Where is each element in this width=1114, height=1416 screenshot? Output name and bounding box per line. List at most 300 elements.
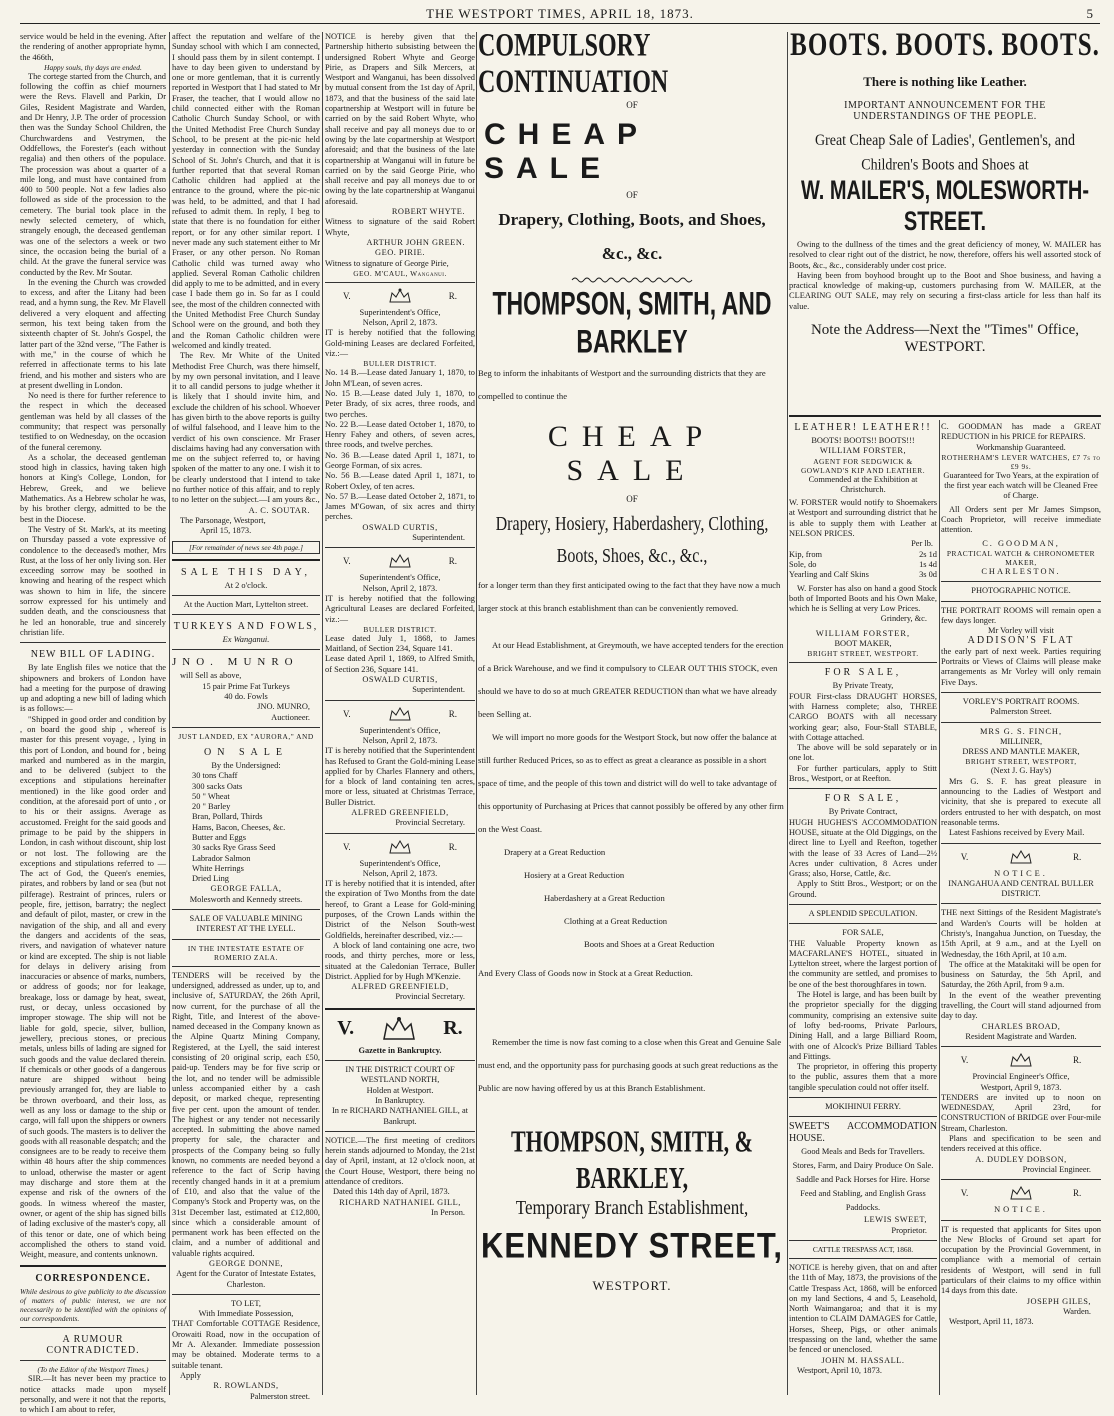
- signature-role: Proprietor.: [891, 1225, 927, 1235]
- crest-letter-r: R.: [443, 1017, 463, 1040]
- price-row: [789, 570, 937, 580]
- royal-crest: [325, 838, 475, 856]
- article-text: As a scholar, the deceased gentleman stood high in classics, having taken high honors at King's College, London, for Hebrew, Greek, and we believe Mathematics. As a Hebrew scholar he was, by his brother clergy, admitted to be the best in the Diocese.: [20, 452, 166, 524]
- ad-address: KENNEDY STREET,: [480, 1225, 784, 1266]
- royal-crest: [325, 1015, 475, 1043]
- column-rule: [939, 420, 940, 1395]
- ad-subheadline: Drapery, Hosiery, Haberdashery, Clothing,: [495, 513, 769, 535]
- divider: [20, 642, 166, 643]
- notice-text: A block of land containing one acre, two roods, and thirty perches, more or less, situated at the Caledonian Terrace, Buller District. Applied for by Hugh M'Kenzie.: [325, 940, 475, 981]
- notice-text: Witness to signature of the said Robert Whyte,: [325, 217, 475, 237]
- ad-text: At the Auction Mart, Lyttelton street.: [183, 599, 309, 609]
- goods-item: Bran, Pollard, Thirds: [192, 812, 263, 822]
- royal-crest: [941, 1184, 1101, 1202]
- price-label: Yearling and Calf Skins: [789, 570, 869, 580]
- crest-letter-r: R.: [1073, 1055, 1082, 1066]
- crest-letter-v: V.: [337, 1017, 355, 1040]
- ad-name: WILLIAM FORSTER,: [819, 446, 907, 456]
- ad-text: (Next J. G. Hay's): [990, 766, 1052, 776]
- notice-office: Superintendent's Office,: [359, 573, 441, 583]
- price-row: [789, 550, 937, 560]
- notice-office: Superintendent's Office,: [359, 307, 441, 317]
- signature: JOHN M. HASSALL.: [821, 1355, 905, 1365]
- goods-item: 30 tons Chaff: [192, 771, 238, 781]
- notice-box: [172, 541, 320, 554]
- royal-crest: [325, 552, 475, 570]
- crest-letter-v: V.: [343, 290, 351, 301]
- masthead-title: THE WESTPORT TIMES, APRIL 18, 1873.: [426, 5, 694, 21]
- ad-text: Palmerston Street.: [990, 707, 1052, 717]
- divider: [172, 649, 320, 650]
- divider: [172, 727, 320, 728]
- ad-text: Remember the time is now fast coming to a close when this Great and Genuine Sale must end, and the opportunity pass for purchasing goods at such great reductions as the Public are now having offered by us at this Branch Establishment.: [478, 1037, 782, 1093]
- ad-text: We will import no more goods for the Westport Stock, but now offer the balance at still further Reduced Prices, so as to effect as great a clearance as possible in a short space of time, and the people of this town and district will do well to take advantage of this opportunity of Purchasing at Prices that cannot possibly be offered by any other firm on the West Coast.: [478, 732, 784, 834]
- goods-item: Hams, Bacon, Cheeses, &c.: [192, 822, 286, 832]
- notice-text: NOTICE is hereby given that the Partnership hitherto subsisting between the undersigned Robert Whyte and George Pirie, as Drapers and Silk Mercers, at Westport and Wanganui, has been dissolved by mutual consent from the 1st day of April, 1873, and that the business of the said late copartnership at Westport will in future be carried on by the said Robert Whyte, who shall receive and pay all moneys due to or owing by the late copartnership at Westport aforesaid; and that the business of the late copartnership at Wanganui will in future be carried on by the said George Pirie, who shall receive and pay all moneys due to or owing by the late copartnership at Wanganui aforesaid.: [325, 32, 475, 206]
- divider: [172, 614, 320, 615]
- notice-date: Westport, April 9, 1873.: [980, 1082, 1062, 1092]
- signature: GEORGE DONNE,: [209, 1258, 283, 1268]
- crest-letter-v: V.: [343, 556, 351, 567]
- notice-office: Superintendent's Office,: [359, 858, 441, 868]
- ad-text: THE PORTRAIT ROOMS will remain open a few days longer.: [941, 605, 1101, 625]
- ad-heading: SWEET'S ACCOMMODATION HOUSE.: [789, 1121, 937, 1145]
- divider: [789, 1258, 937, 1259]
- signature: ARTHUR JOHN GREEN.: [366, 237, 465, 247]
- lease-item: No. 36 B.—Lease dated April 1, 1871, to George Forman, of six acres.: [325, 450, 475, 470]
- ad-heading: ON SALE: [204, 746, 288, 758]
- ad-headline: CHEAP SALE: [484, 118, 650, 185]
- ad-subheadline: Drapery, Clothing, Boots, and Shoes,: [498, 210, 766, 229]
- ad-text: BRIGHT STREET, WESTPORT.: [807, 649, 919, 659]
- crown-crest-icon: [387, 705, 413, 723]
- royal-crest: [941, 1051, 1101, 1069]
- article-text: The Vestry of St. Mark's, at its meeting on Thursday passed a vote expressive of condolence to the deceased's mother, Mrs Rust, at the loss of her only living son. Her exceeding sorrow may be soothed in knowing and hearing of the respect which was shown to him in life, the sincere sorrow expressed for his untimely and sudden death, and the consciousness that he led an honorable, true and sincerely christian life.: [20, 524, 166, 637]
- masthead: [20, 4, 1100, 24]
- column-3: [325, 32, 475, 1395]
- price-unit: Per lb.: [911, 539, 933, 549]
- divider: [941, 692, 1101, 693]
- notice-date: Dated this 14th day of April, 1873.: [333, 1187, 450, 1197]
- divider: [789, 1097, 937, 1098]
- ad-headline: COMPULSORY CONTINUATION: [478, 28, 669, 101]
- reduction-line: Clothing at a Great Reduction: [564, 916, 668, 926]
- ad-text: THAT Comfortable COTTAGE Residence, Orowaiti Road, now in the occupation of Mr A. Alexander. Immediate possession may be obtained. Moderate terms to a suitable tenant.: [172, 1319, 320, 1370]
- signature: GEO. PIRIE.: [375, 248, 425, 258]
- divider: [325, 1060, 475, 1061]
- price-label: Sole, do: [789, 559, 817, 569]
- firm-name: THOMPSON, SMITH, & BARKLEY,: [510, 1123, 753, 1195]
- signature-role: In Person.: [431, 1207, 465, 1217]
- column-5: [789, 422, 937, 1395]
- crest-letter-r: R.: [1073, 851, 1082, 862]
- notice-text: IT is hereby notified that it is intended, after the expiration of Two Months from the date hereof, to Grant a Lease for Gold-mining purposes, of the Crown Lands within the District of the Nelson South-west Goldfields, hereinafter described, viz.:—: [325, 879, 475, 940]
- ad-text: IN THE INTESTATE ESTATE OF ROMERIO ZALA.: [187, 943, 305, 962]
- lease-item: Lease dated April 1, 1869, to Alfred Smith, of Section 236, Square 141.: [325, 654, 475, 674]
- ad-heading: TO LET,: [231, 1298, 261, 1308]
- divider: [789, 662, 937, 663]
- notice-date: Nelson, April 2, 1873.: [362, 735, 438, 745]
- signature-role: Provincial Engineer.: [1022, 1164, 1091, 1174]
- divider: [789, 1240, 937, 1241]
- crown-crest-icon: [387, 287, 413, 305]
- crest-letter-v: V.: [343, 841, 351, 852]
- goods-item: Labrador Salmon: [192, 853, 251, 863]
- ad-text: TENDERS will be received by the undersigned, addressed as under, up to, and inclusive of, SATURDAY, the 26th April, now current, for the purchase of all the Right, Title, and Interest of the above-named deceased in the Company known as the Alpine Quartz Mining Company, Registered, at the Lyell, the said interest consisting of 20 original scrip, each £50, paid-up. Tenders may be for five scrip or the lot, and no tender will be admissible unless accompanied either by a cash deposit, or marked cheque, representing five per cent. upon the amount of tender. The highest or any tender not necessarily accepted. In submitting the above named property for sale, the character and prospects of the Company being so fully known, no comments are needed beyond a reference to the fact of Scrip having recently changed hands in it at a premium of £10, and also that the value of the Company's Stock and Property was, on the 31st December last, estimated at £12,800, since which a considerable amount of permanent work has been effected on the claim, and a number of additional and valuable rights acquired.: [172, 970, 320, 1258]
- crest-letter-r: R.: [448, 841, 457, 852]
- ad-text: BOOTS! BOOTS!! BOOTS!!!: [811, 436, 915, 445]
- signature-address: Palmerston street.: [249, 1391, 310, 1401]
- crown-crest-icon: [379, 1015, 419, 1043]
- divider: [941, 1220, 1101, 1221]
- ad-text: The Hotel is large, and has been built by the proprietor specially for the digging community, comprising an extensive suite of lofty bed-rooms, Private Parlours, Dining Hall, and a large Billiard Room, with one of Alcock's Prize Billiard Tables and Fittings.: [789, 990, 937, 1061]
- price-row: [789, 560, 937, 570]
- notice-date: Nelson, April 2, 1873.: [362, 583, 438, 593]
- ad-text: Owing to the dullness of the times and the great deficiency of money, W. MAILER has resolved to clear right out of the district, he now, therefore, offers his well assorted stock of Boots, &c., &c., considerably under cost price.: [789, 240, 1101, 270]
- ad-text: IMPORTANT ANNOUNCEMENT FOR THE UNDERSTANDINGS OF THE PEOPLE.: [844, 100, 1046, 122]
- ad-heading: SALE OF VALUABLE MINING INTEREST AT THE LYELL.: [189, 914, 303, 934]
- ad-text: ROTHERHAM'S LEVER WATCHES, £7 7s to £9 9s.: [941, 452, 1101, 471]
- ad-heading: MRS G. S. FINCH,: [979, 726, 1063, 736]
- divider: [325, 1008, 475, 1010]
- divider: [941, 581, 1101, 582]
- ad-text: With Immediate Possession,: [198, 1309, 294, 1319]
- ad-text: At our Head Establishment, at Greymouth, we have accepted tenders for the erection of a Brick Warehouse, and we find it compulsory to CLEAR OUT THIS STOCK, even should we have to do so at much GREATER REDUCTION than what we have already been Selling at.: [478, 640, 784, 719]
- notice-text: IT is hereby notified that the following Agricultural Leases are declared Forfeited, viz.:—: [325, 593, 475, 624]
- ad-text: Mrs G. S. F. has great pleasure in announcing to the Ladies of Westport and vicinity, that she is prepared to execute all orders entrusted to her with despatch, on most reasonable terms.: [941, 776, 1101, 827]
- ad-headline: CHEAP SALE: [547, 420, 717, 487]
- court-text: In Bankruptcy.: [375, 1095, 425, 1105]
- crest-letter-v: V.: [343, 708, 351, 719]
- notice-text: THE next Sittings of the Resident Magistrate's and Warden's Courts will be holden at Christy's, Inangahua Junction, on Tuesday, the 15th April, at 9 a.m., and at the Lyell on Wednesday, the 16th April, at 10 a.m.: [941, 908, 1101, 959]
- divider: [20, 1265, 166, 1267]
- ad-text: By Private Contract,: [828, 807, 898, 817]
- divider: [789, 904, 937, 905]
- signature: OSWALD CURTIS,: [362, 675, 438, 685]
- signature: JNO. MUNRO,: [257, 702, 310, 712]
- article-text: The cortege started from the Church, and following the coffin as chief mourners were the Revs. Flavell and Parkin, Dr Giles, Resident Magistrate and Warden, and Dr Henry, J.P. The order of procession then was the Sunday School Children, the Churchwardens and Vestrymen, the Oddfellows, the Forester's (each without regalia) and then others of the populace. The procession was about a quarter of a mile long, and must have contained from 400 to 500 people. Not a few ladies also followed as side of the procession to the cemetery. The burial took place in the newly selected cemetery, of which, strangely enough, the deceased gentleman was one of the selectors a week or two since, the occasion being the burial of a child. At the grave the funeral service was conducted by the Rev. Mr Soutar.: [20, 71, 166, 277]
- notice-office: Provincial Engineer's Office,: [972, 1072, 1070, 1082]
- goods-item: 50 " Wheat: [192, 791, 230, 801]
- ad-heading: FOR SALE,: [824, 667, 902, 679]
- divider: [941, 722, 1101, 723]
- divider: [789, 1116, 937, 1117]
- divider: [325, 833, 475, 834]
- ad-subheadline: Temporary Branch Establishment,: [515, 1196, 749, 1219]
- remainder-note: [For remainder of news see 4th page.]: [188, 542, 304, 552]
- lease-item: No. 22 B.—Lease dated October 1, 1870, to Henry Fahey and others, of seven acres, three roods, and twelve perches.: [325, 419, 475, 450]
- divider: [325, 1131, 475, 1132]
- ad-heading: NOTICE.: [994, 868, 1048, 878]
- ad-subheadline: Great Cheap Sale of Ladies', Gentlemen's, and Children's Boots and Shoes at: [814, 133, 1076, 174]
- reduction-line: Haberdashery at a Great Reduction: [544, 893, 665, 903]
- hymn-line: Happy souls, thy days are ended.: [44, 62, 142, 72]
- signature-date: April 15, 1873.: [200, 526, 252, 536]
- ad-address: Note the Address—Next the "Times" Office, WESTPORT.: [810, 322, 1080, 356]
- divider: [20, 1360, 166, 1361]
- price-label: Kip, from: [789, 549, 823, 559]
- reduction-line: Boots and Shoes at a Great Reduction: [584, 939, 715, 949]
- section-heading: CORRESPONDENCE.: [35, 1273, 151, 1285]
- notice-text: Plans and specification to be seen and tenders received at this office.: [941, 1134, 1101, 1154]
- divider: [172, 595, 320, 596]
- signature-role: Provincial Secretary.: [395, 992, 465, 1002]
- article-text: In the evening the Church was crowded to excess, and after the Litany had been read, and a hymn sung, the Rev. Mr Flavell delivered a very eloquent and affecting sermon, his text being taken from the sixteenth chapter of St. John's Gospel, the latter part of the 32nd verse, "The Father is with me," in the course of which he referred in affectionate terms to his late friend, and his mother and sisters who are at present dwelling in London.: [20, 277, 166, 390]
- signature-place: The Parsonage, Westport,: [180, 515, 266, 525]
- ad-text: By the Undersigned:: [211, 760, 281, 770]
- ad-heading: MOKIHINUI FERRY.: [825, 1102, 901, 1112]
- signature: LEWIS SWEET,: [863, 1215, 927, 1225]
- ad-text: will Sell as above,: [180, 671, 242, 681]
- ad-subheadline: Boots, Shoes, &c., &c.,: [556, 545, 708, 567]
- column-4-advert: [478, 28, 786, 1395]
- goods-list: [172, 771, 320, 884]
- article-text: affect the reputation and welfare of the Sunday school with which I am connected, I should pass them by in silent contempt. I have to day been given to understand by one or more gentleman, that it is currently reported in Westport that I had stated to Mr Fraser, the teacher, that I would allow no child connected either with the Roman Catholic Church Sunday School, or with the United Methodist Free Church Sunday School, to be present at the pic-nic held yesterday in connection with the Sunday School of St. John's Church, and that it is further reported that that several Roman Catholic children had applied at the entrance to the ground, where the pic-nic was held, to be admitted, and that I had refused to admit them. In reply, I beg to state that there is no foundation for either report, or for any other similar report. I never made any such statement either to Mr Fraser, or any other person. No Roman Catholic child was turned away who applied. Several Roman Catholic children did apply to me to be admitted, and in every case I bade them go in. So far as I could see, the most of the children connected with the United Methodist Free Church Sunday School were on the ground, and both they and the Roman Catholic children were welcomed and kindly treated.: [172, 32, 320, 350]
- ad-text: C. GOODMAN has made a GREAT REDUCTION in his PRICE for REPAIRS.: [941, 422, 1101, 442]
- article-text: No need is there for further reference to the respect in which the deceased gentleman was held by all classes of the community; that respect was personally testified to on Wednesday, on the occasion of the funeral ceremony.: [20, 391, 166, 452]
- signature: ALFRED GREENFIELD,: [351, 808, 449, 817]
- signature: JOSEPH GILES,: [1026, 1296, 1091, 1306]
- ad-list-item: 40 do. Fowls: [224, 692, 268, 702]
- ad-text: Commended at the Exhibition at Christchurch.: [808, 474, 918, 494]
- crest-letter-v: V.: [960, 1188, 969, 1199]
- signature-role: Provincial Secretary.: [395, 818, 465, 828]
- notice-text: In the event of the weather preventing travelling, the Court will stand adjourned from day to day.: [941, 990, 1101, 1021]
- article-text: "Shipped in good order and condition by , on board the good ship , whereof is master for this present voyage, , lying in this port of London, and bound for , being marked and numbered as in the margin, and to be delivered (subject to the exceptions and stipulations hereinafter mentioned) in the like good order and condition, at the aforesaid port of unto , or to his or their assigns. Average as accustomed. Freight for the said goods and primage to be paid by the shippers in London, in cash without discount, ship lost or not lost. The following are the exceptions and stipulations referred to —The act of God, the Queen's enemies, pirates, and robbers by land or sea (but not pilferage). Restraint of princes, rulers or people, fire, jettison, barratry; the neglect and default of pilot, master, or crew in the navigation of the ship, and all and every the dangers and accidents of the seas, rivers, and navigation of whatever nature or kind are excepted. The ship is not liable for delays in delivery arising from inaccuracies or absence of marks, numbers, or address of goods; nor for leakage, breakage, loss or damage by heat, sweat, rust, or decay, unless occasioned by improper stowage. The ship will not be liable for gold, specie, silver, bullion, jewellery, precious stones, or precious metals, unless bills of lading are signed for such goods and the value declared therein. If chemicals or other goods of a dangerous nature are shipped without being previously arranged for, they are liable to be thrown overboard, and their loss, as well as any loss or damage to the ship or cargo, will fall upon the shippers or owners of such goods. The masters is to deliver the goods with all reasonable despatch; and the consignees are to be ready to receive them within 48 hours after the ship commences to unload, otherwise the master or agent may discharge and store them at the expense and risk of the owners of the goods. In witness whereof the master, owner, or agent of the ship has signed bills of lading exclusive of the master's copy, all of this tenor or date, one of which being accomplished the others to stand void. Weight, measure, and contents unknown.: [20, 714, 166, 1260]
- notice-date: Westport, April 10, 1873.: [797, 1365, 882, 1375]
- notice-date: Nelson, April 2, 1873.: [362, 868, 438, 878]
- signature-role: Auctioneer.: [271, 712, 310, 722]
- ad-text: By Private Treaty,: [832, 681, 894, 691]
- notice-office: Superintendent's Office,: [359, 725, 441, 735]
- notice-date: Westport, April 11, 1873.: [949, 1317, 1034, 1327]
- crown-crest-icon: [1008, 1051, 1034, 1069]
- ad-text: The proprietor, in offering this property to the public, assures them that a more tangible speculation could not offer itself.: [789, 1062, 937, 1092]
- signature-role: Superintendent.: [412, 685, 465, 695]
- lease-item: No. 56 B.—Lease dated April 1, 1871, to Robert Oxley, of ten acres.: [325, 471, 475, 491]
- ad-headline: W. MAILER'S, MOLESWORTH-STREET.: [800, 175, 1090, 237]
- divider: [20, 1327, 166, 1328]
- goods-item: Butter and Eggs: [192, 833, 246, 842]
- divider: [325, 547, 475, 548]
- signature: CHARLES BROAD,: [981, 1021, 1061, 1031]
- ad-text: And Every Class of Goods now in Stock at a Great Reduction.: [478, 968, 693, 978]
- lease-item: Lease dated July 1, 1868, to James Maitland, of Section 234, Square 141.: [325, 633, 475, 654]
- ad-text: Apply: [180, 1370, 201, 1380]
- divider: [789, 415, 1101, 417]
- divider: [172, 1294, 320, 1295]
- court-heading: IN THE DISTRICT COURT OF WESTLAND NORTH,: [345, 1065, 455, 1085]
- ad-text: FOUR First-class DRAUGHT HORSES, with Harness complete; also, THREE CARGO BOATS with all necessary working gear; also, Four-Stall STABLE, with Cottage attached.: [789, 691, 937, 742]
- ad-text: CHARLESTON.: [981, 566, 1061, 576]
- lease-item: No. 15 B.—Lease dated July 1, 1870, to Peter Brady, of six acres, three roods, and two perches.: [325, 388, 475, 419]
- ad-text: Latest Fashions received by Every Mail.: [949, 828, 1085, 838]
- column-rule: [476, 32, 477, 1395]
- district-heading: BULLER DISTRICT.: [363, 359, 437, 369]
- notice-text: IT is hereby notified that the Superintendent has Refused to Grant the Gold-mining Lease applied for by Charles Flannery and others, for a block of land containing ten acres, more or less, situated at Christmas Terrace, Buller District.: [325, 746, 475, 807]
- ad-text: for a longer term than they first anticipated owing to the fact that they have now a much larger stock at this branch establishment than can be conveniently removed.: [478, 580, 781, 613]
- goods-item: 20 " Barley: [192, 802, 231, 812]
- divider: [941, 1179, 1101, 1180]
- ad-heading: SALE THIS DAY,: [181, 566, 311, 578]
- ad-text: Ex Wanganui.: [222, 635, 270, 645]
- letter-salutation: (To the Editor of the Westport Times.): [37, 1365, 149, 1375]
- column-rule: [169, 32, 170, 1395]
- signature: A. C. SOUTAR.: [248, 505, 310, 515]
- ad-text: All Orders sent per Mr James Simpson, Coach Proprietor, will receive immediate attention.: [941, 504, 1101, 535]
- crest-letter-v: V.: [960, 851, 969, 862]
- district-heading: BULLER DISTRICT.: [363, 624, 437, 634]
- notice-text: IT is hereby notified that the following Gold-mining Leases are declared Forfeited, viz.:—: [325, 328, 475, 359]
- article-text: service would be held in the evening. After the rendering of another appropriate hymn, the 466th,: [20, 32, 166, 62]
- notice-text: NOTICE is hereby given, that on and after the 11th of May, 1873, the provisions of the Cattle Trespass Act, 1868, will be enforced on my land Sections, 4 and 5, Leasehold, North Waimangaroa; and that it is my intention to CLAIM DAMAGES for Cattle, Horses, Sheep, Pigs, or other animals trespassing on the land, whether the same be fenced or unenclosed.: [789, 1262, 937, 1355]
- ad-heading: FOR SALE,: [842, 928, 884, 938]
- article-text: The Rev. Mr White of the United Methodist Free Church, was there himself, by my own personal invitation, and I leave it to all candid persons to judge whether it is likely that I should invite him, and exclude the children of his school. Whoever has given birth to the above reports is guilty of wilful falsehood, and I leave him to the verdict of his own conscience. Mr Fraser disclaims having had any conversation with me on the subject referred to, or having spoken of the matter to any one. I wish it to be clearly understood that I intend to take no further notice of this affair, and to reply to no letter on the subject.—I am yours &c.,: [172, 351, 320, 505]
- ad-name: C. GOODMAN,: [982, 538, 1060, 548]
- goods-item: 30 sacks Rye Grass Seed: [192, 843, 276, 853]
- goods-item: 300 sacks Oats: [192, 781, 243, 791]
- ad-heading: LEATHER! LEATHER!!: [794, 422, 932, 433]
- lease-item: No. 57 B.—Lease dated October 2, 1871, to James M'Gowan, of six acres and thirty perches.: [325, 491, 475, 522]
- ad-text: Having been from boyhood brought up to the Boot and Shoe business, and having a practical knowledge of making-up, customers purchasing from W. MAILER, at the CLEARING OUT SALE, may rely on securing a first-class article for less than half its value.: [789, 270, 1101, 311]
- ad-text: the early part of next week. Parties requiring Portraits or Views of Claims will please make arrangements as Mr Vorley will only remain Five Days.: [941, 646, 1101, 687]
- divider: [941, 1046, 1101, 1047]
- crown-crest-icon: [1008, 848, 1034, 866]
- ad-headline: BOOTS. BOOTS. BOOTS.: [790, 27, 1100, 63]
- ad-text: The above will be sold separately or in one lot.: [789, 743, 937, 763]
- signature-role: Superintendent.: [412, 533, 465, 543]
- notice-text: TENDERS are invited up to noon on WEDNESDAY, April 23rd, for CONSTRUCTION of BRIDGE over Four-mile Stream, Charleston.: [941, 1092, 1101, 1133]
- wavy-rule-icon: [572, 276, 692, 284]
- ad-text: DRESS AND MANTLE MAKER,: [962, 747, 1080, 757]
- ad-heading: INANGAHUA AND CENTRAL BULLER DISTRICT.: [948, 878, 1094, 899]
- editorial-note: While desirous to give publicity to the discussion of matters of public interest, we are not necessarily to be identified with the opinions of our correspondents.: [20, 1287, 166, 1324]
- price-value: 1s 4d: [919, 559, 937, 569]
- signature: GEO. M'CAUL, Wanganui.: [353, 268, 447, 278]
- article-text: By late English files we notice that the shipowners and brokers of London have had a meeting for the purpose of drawing up and adopting a new bill of lading which is as follows:—: [20, 663, 166, 714]
- notice-text: IT is requested that applicants for Sites upon the New Blocks of Ground set apart for occupation by the Provincial Government, in compliance with a memorial of certain residents of Westport, will send in full particulars of their claims to my office within 14 days from this date.: [941, 1224, 1101, 1296]
- ad-heading: NOTICE.: [994, 1205, 1048, 1215]
- column-1: [20, 32, 166, 1415]
- ad-text: THE Valuable Property known as MACFARLANE'S HOTEL, situated in Lyttelton street, where the largest portion of the community are settled, and promises to be one of the best thoroughfares in town.: [789, 938, 937, 989]
- signature: ALFRED GREENFIELD,: [351, 982, 449, 992]
- ad-text: Mr Vorley will visit: [988, 626, 1054, 636]
- signature-role: Warden.: [1063, 1306, 1091, 1316]
- ad-text: BOOT MAKER,: [834, 639, 892, 649]
- price-value: 3s 0d: [919, 570, 937, 580]
- reduction-line: Hosiery at a Great Reduction: [524, 870, 625, 880]
- page-number: 5: [1086, 6, 1094, 21]
- notice-text: NOTICE.—The first meeting of creditors herein stands adjourned to Monday, the 21st day of April, instant, at 12 o'clock noon, at the Court House, Westport, there being no attendance of creditors.: [325, 1135, 475, 1187]
- ad-heading: CATTLE TRESPASS ACT, 1868.: [812, 1244, 914, 1254]
- divider: [789, 788, 937, 789]
- ad-list-item: 15 pair Prime Fat Turkeys: [202, 681, 290, 691]
- divider: [325, 700, 475, 701]
- column-6: [941, 422, 1101, 1395]
- ad-text: OF: [626, 494, 638, 504]
- signature-address: Molesworth and Kennedy streets.: [189, 894, 303, 904]
- crest-letter-v: V.: [960, 1055, 969, 1066]
- ad-heading: A SPLENDID SPECULATION.: [808, 908, 918, 918]
- ad-text: W. Forster has also on hand a good Stock both of Imported Boots and his Own Make, which he is Selling at very Low Prices.: [789, 583, 937, 614]
- goods-item: Dried Ling: [192, 874, 229, 884]
- ad-text: For further particulars, apply to Stitt Bros., Westport, or at Reefton.: [789, 763, 937, 784]
- ad-heading: PHOTOGRAPHIC NOTICE.: [971, 586, 1071, 596]
- ad-heading: FOR SALE,: [824, 793, 902, 805]
- ad-text: Guaranteed for Two Years, at the expiration of the first year each watch will be Cleaned Free of Charge.: [943, 470, 1099, 501]
- ad-heading: ADDISON'S FLAT: [967, 635, 1075, 647]
- ad-text: OF: [626, 190, 638, 200]
- ad-town: WESTPORT.: [592, 1278, 672, 1293]
- crown-crest-icon: [1008, 1184, 1034, 1202]
- ad-text: MILLINER,: [999, 736, 1043, 746]
- ad-name: WILLIAM FORSTER,: [815, 628, 911, 638]
- signature: GEORGE FALLA,: [210, 884, 282, 894]
- court-text: In re RICHARD NATHANIEL GILL, at Bankrupt.: [332, 1106, 468, 1126]
- royal-crest: [941, 848, 1101, 866]
- ad-text: HUGH HUGHES'S ACCOMMODATION HOUSE, situate at the Old Diggings, on the direct line to Lyell and Reefton, together with the lease of 33 Acres of Land—2½ Acres under cultivation, 8 Acres under Grass; also, Horse, Cattle, &c.: [789, 817, 937, 879]
- ad-heading: TURKEYS AND FOWLS,: [173, 621, 319, 633]
- court-text: Holden at Westport.: [366, 1085, 434, 1095]
- divider: [172, 939, 320, 940]
- notice-date: Nelson, April 2, 1873.: [362, 318, 438, 328]
- divider: [172, 559, 320, 561]
- ad-text: BRIGHT STREET, WESTPORT,: [965, 757, 1077, 767]
- ad-text: At 2 o'clock.: [224, 580, 268, 590]
- ad-text: Apply to Stitt Bros., Westport; or on the Ground.: [789, 879, 937, 899]
- section-heading: A RUMOUR CONTRADICTED.: [46, 1334, 140, 1357]
- crest-letter-r: R.: [1073, 1188, 1082, 1199]
- column-2: [172, 32, 320, 1401]
- divider: [941, 843, 1101, 844]
- ad-subheadline: &c., &c.: [601, 244, 663, 263]
- signature: A. DUDLEY DOBSON,: [975, 1154, 1067, 1164]
- signature: OSWALD CURTIS,: [362, 522, 438, 532]
- divider: [172, 909, 320, 910]
- ad-text: Workmanship Guaranteed.: [976, 442, 1066, 452]
- column-rule: [787, 32, 788, 1395]
- signature-role: Resident Magistrate and Warden.: [965, 1031, 1077, 1041]
- ad-text: Beg to inform the inhabitants of Westport and the surrounding districts that they are compelled to continue the: [478, 368, 766, 401]
- ad-heading: VORLEY'S PORTRAIT ROOMS.: [962, 696, 1080, 706]
- crest-letter-r: R.: [448, 708, 457, 719]
- ad-text: AGENT FOR SEDGWICK & GOWLAND'S KIP AND LEATHER.: [800, 456, 926, 475]
- section-heading: NEW BILL OF LADING.: [30, 649, 156, 661]
- divider: [325, 282, 475, 283]
- divider: [789, 923, 937, 924]
- signature: R. ROWLANDS,: [213, 1381, 279, 1391]
- ad-text: JUST LANDED, EX "AURORA," AND: [178, 731, 314, 741]
- signature-role: Agent for the Curator of Intestate Estates, Charleston.: [176, 1269, 316, 1289]
- divider: [941, 601, 1101, 602]
- signature: RICHARD NATHANIEL GILL,: [339, 1197, 461, 1207]
- ad-text: PRACTICAL WATCH & CHRONOMETER MAKER,: [946, 548, 1096, 567]
- firm-name: THOMPSON, SMITH, AND BARKLEY: [492, 285, 772, 360]
- reduction-line: Drapery at a Great Reduction: [504, 847, 606, 857]
- crown-crest-icon: [387, 552, 413, 570]
- ad-heading: JNO. MUNRO: [172, 656, 299, 669]
- column-rule: [322, 32, 323, 1395]
- gazette-heading: Gazette in Bankruptcy.: [358, 1045, 442, 1055]
- ad-subheadline: There is nothing like Leather.: [863, 74, 1027, 89]
- divider: [941, 903, 1101, 904]
- ad-text: Good Meals and Beds for Travellers. Stores, Farm, and Dairy Produce On Sale. Saddle and Pack Horses for Hire. Horse Feed and Stabling, and English Grass Paddocks.: [792, 1147, 934, 1213]
- ad-text: W. FORSTER would notify to Shoemakers at Westport and surrounding district that he is able to supply them with Leather at NELSON PRICES.: [789, 498, 937, 539]
- signature: ROBERT WHYTE.: [391, 207, 465, 217]
- boots-advert: [789, 27, 1101, 412]
- notice-text: The office at the Matakitaki will be open for business on Saturday, the 5th April, and Saturday, the 26th April, from 9 a.m.: [941, 959, 1101, 990]
- crest-letter-r: R.: [448, 290, 457, 301]
